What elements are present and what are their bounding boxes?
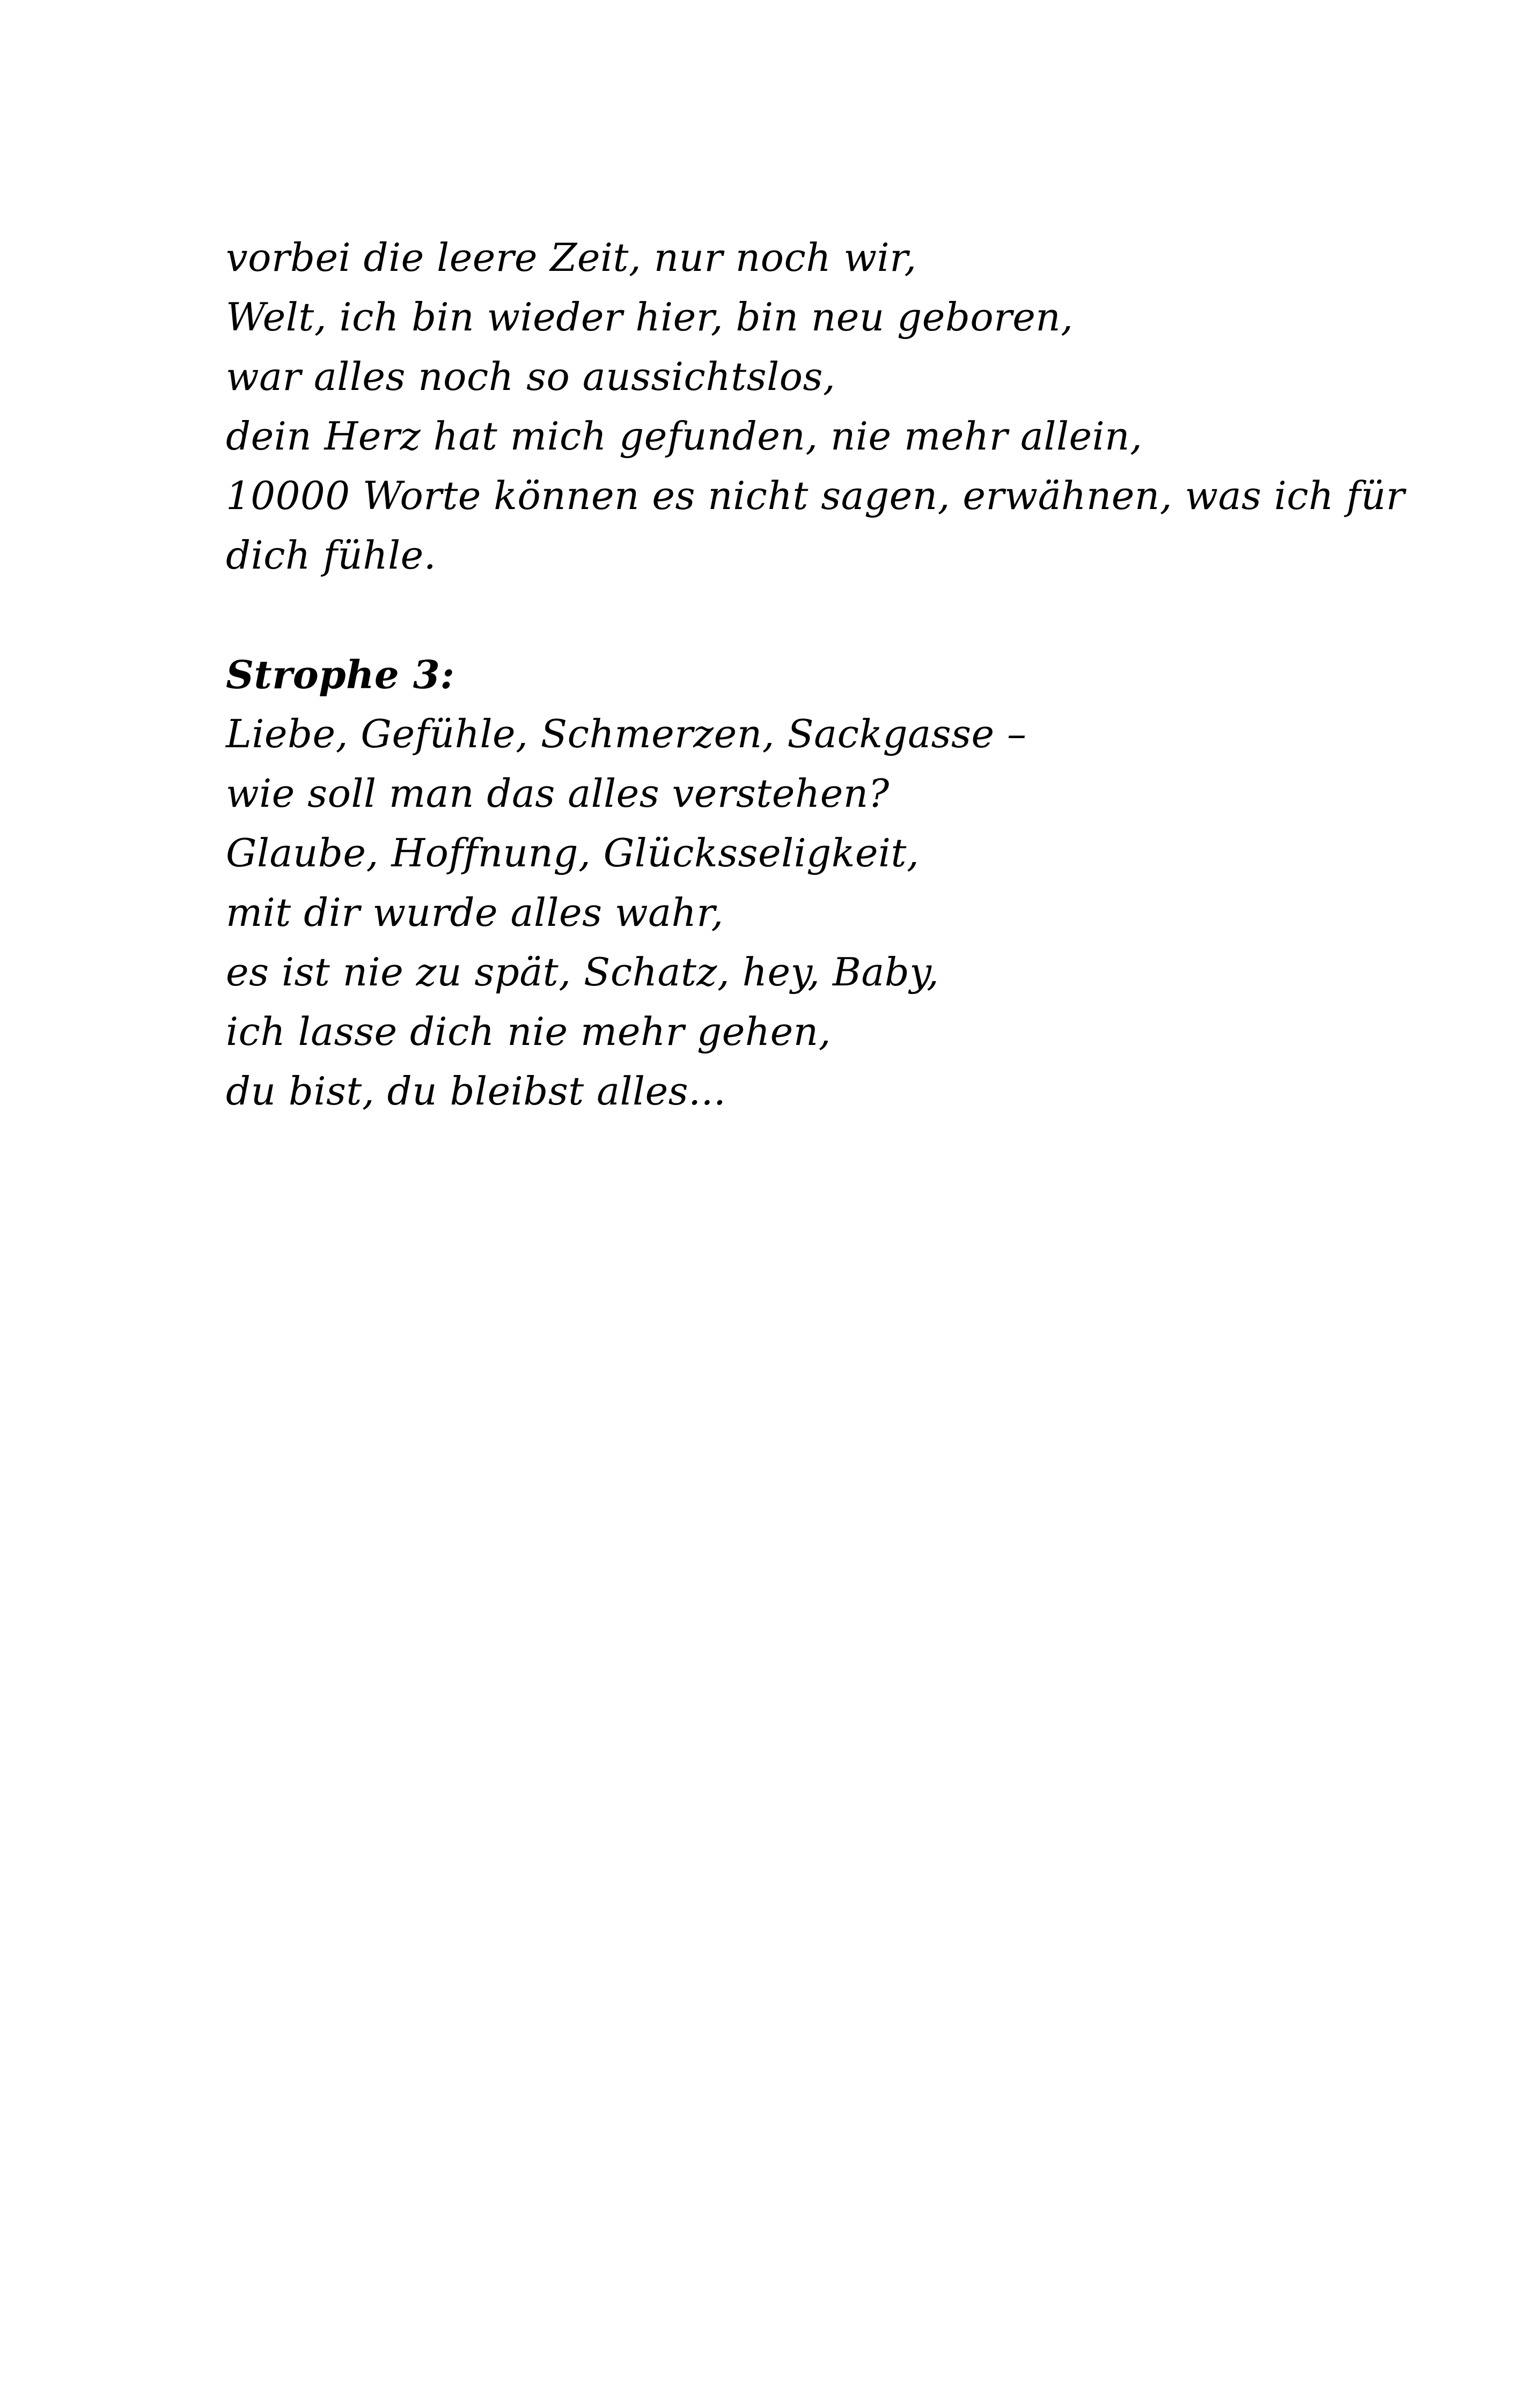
poem-line: war alles noch so aussichtslos, — [226, 354, 836, 399]
poem-line: mit dir wurde alles wahr, — [226, 890, 724, 935]
poem-line: du bist, du bleibst alles... — [226, 1069, 726, 1114]
stanza-heading: Strophe 3: — [226, 652, 455, 697]
poem-line: Liebe, Gefühle, Schmerzen, Sackgasse – — [226, 711, 1027, 756]
poem-line: 10000 Worte können es nicht sagen, erwähnen, was ich für — [226, 473, 1405, 518]
poem-line: es ist nie zu spät, Schatz, hey, Baby, — [226, 949, 939, 995]
poem-line: Glaube, Hoffnung, Glücksseligkeit, — [226, 830, 920, 875]
poem-line: vorbei die leere Zeit, nur noch wir, — [226, 235, 917, 280]
poem-line: dein Herz hat mich gefunden, nie mehr allein, — [226, 414, 1143, 459]
stanza-continued — [226, 228, 1405, 585]
poem-line: wie soll man das alles verstehen? — [226, 771, 890, 816]
poem-line: dich fühle. — [226, 533, 437, 578]
poem-line: Welt, ich bin wieder hier, bin neu geboren, — [226, 294, 1074, 340]
poem-line: ich lasse dich nie mehr gehen, — [226, 1009, 832, 1054]
stanza-3 — [226, 645, 1326, 1121]
